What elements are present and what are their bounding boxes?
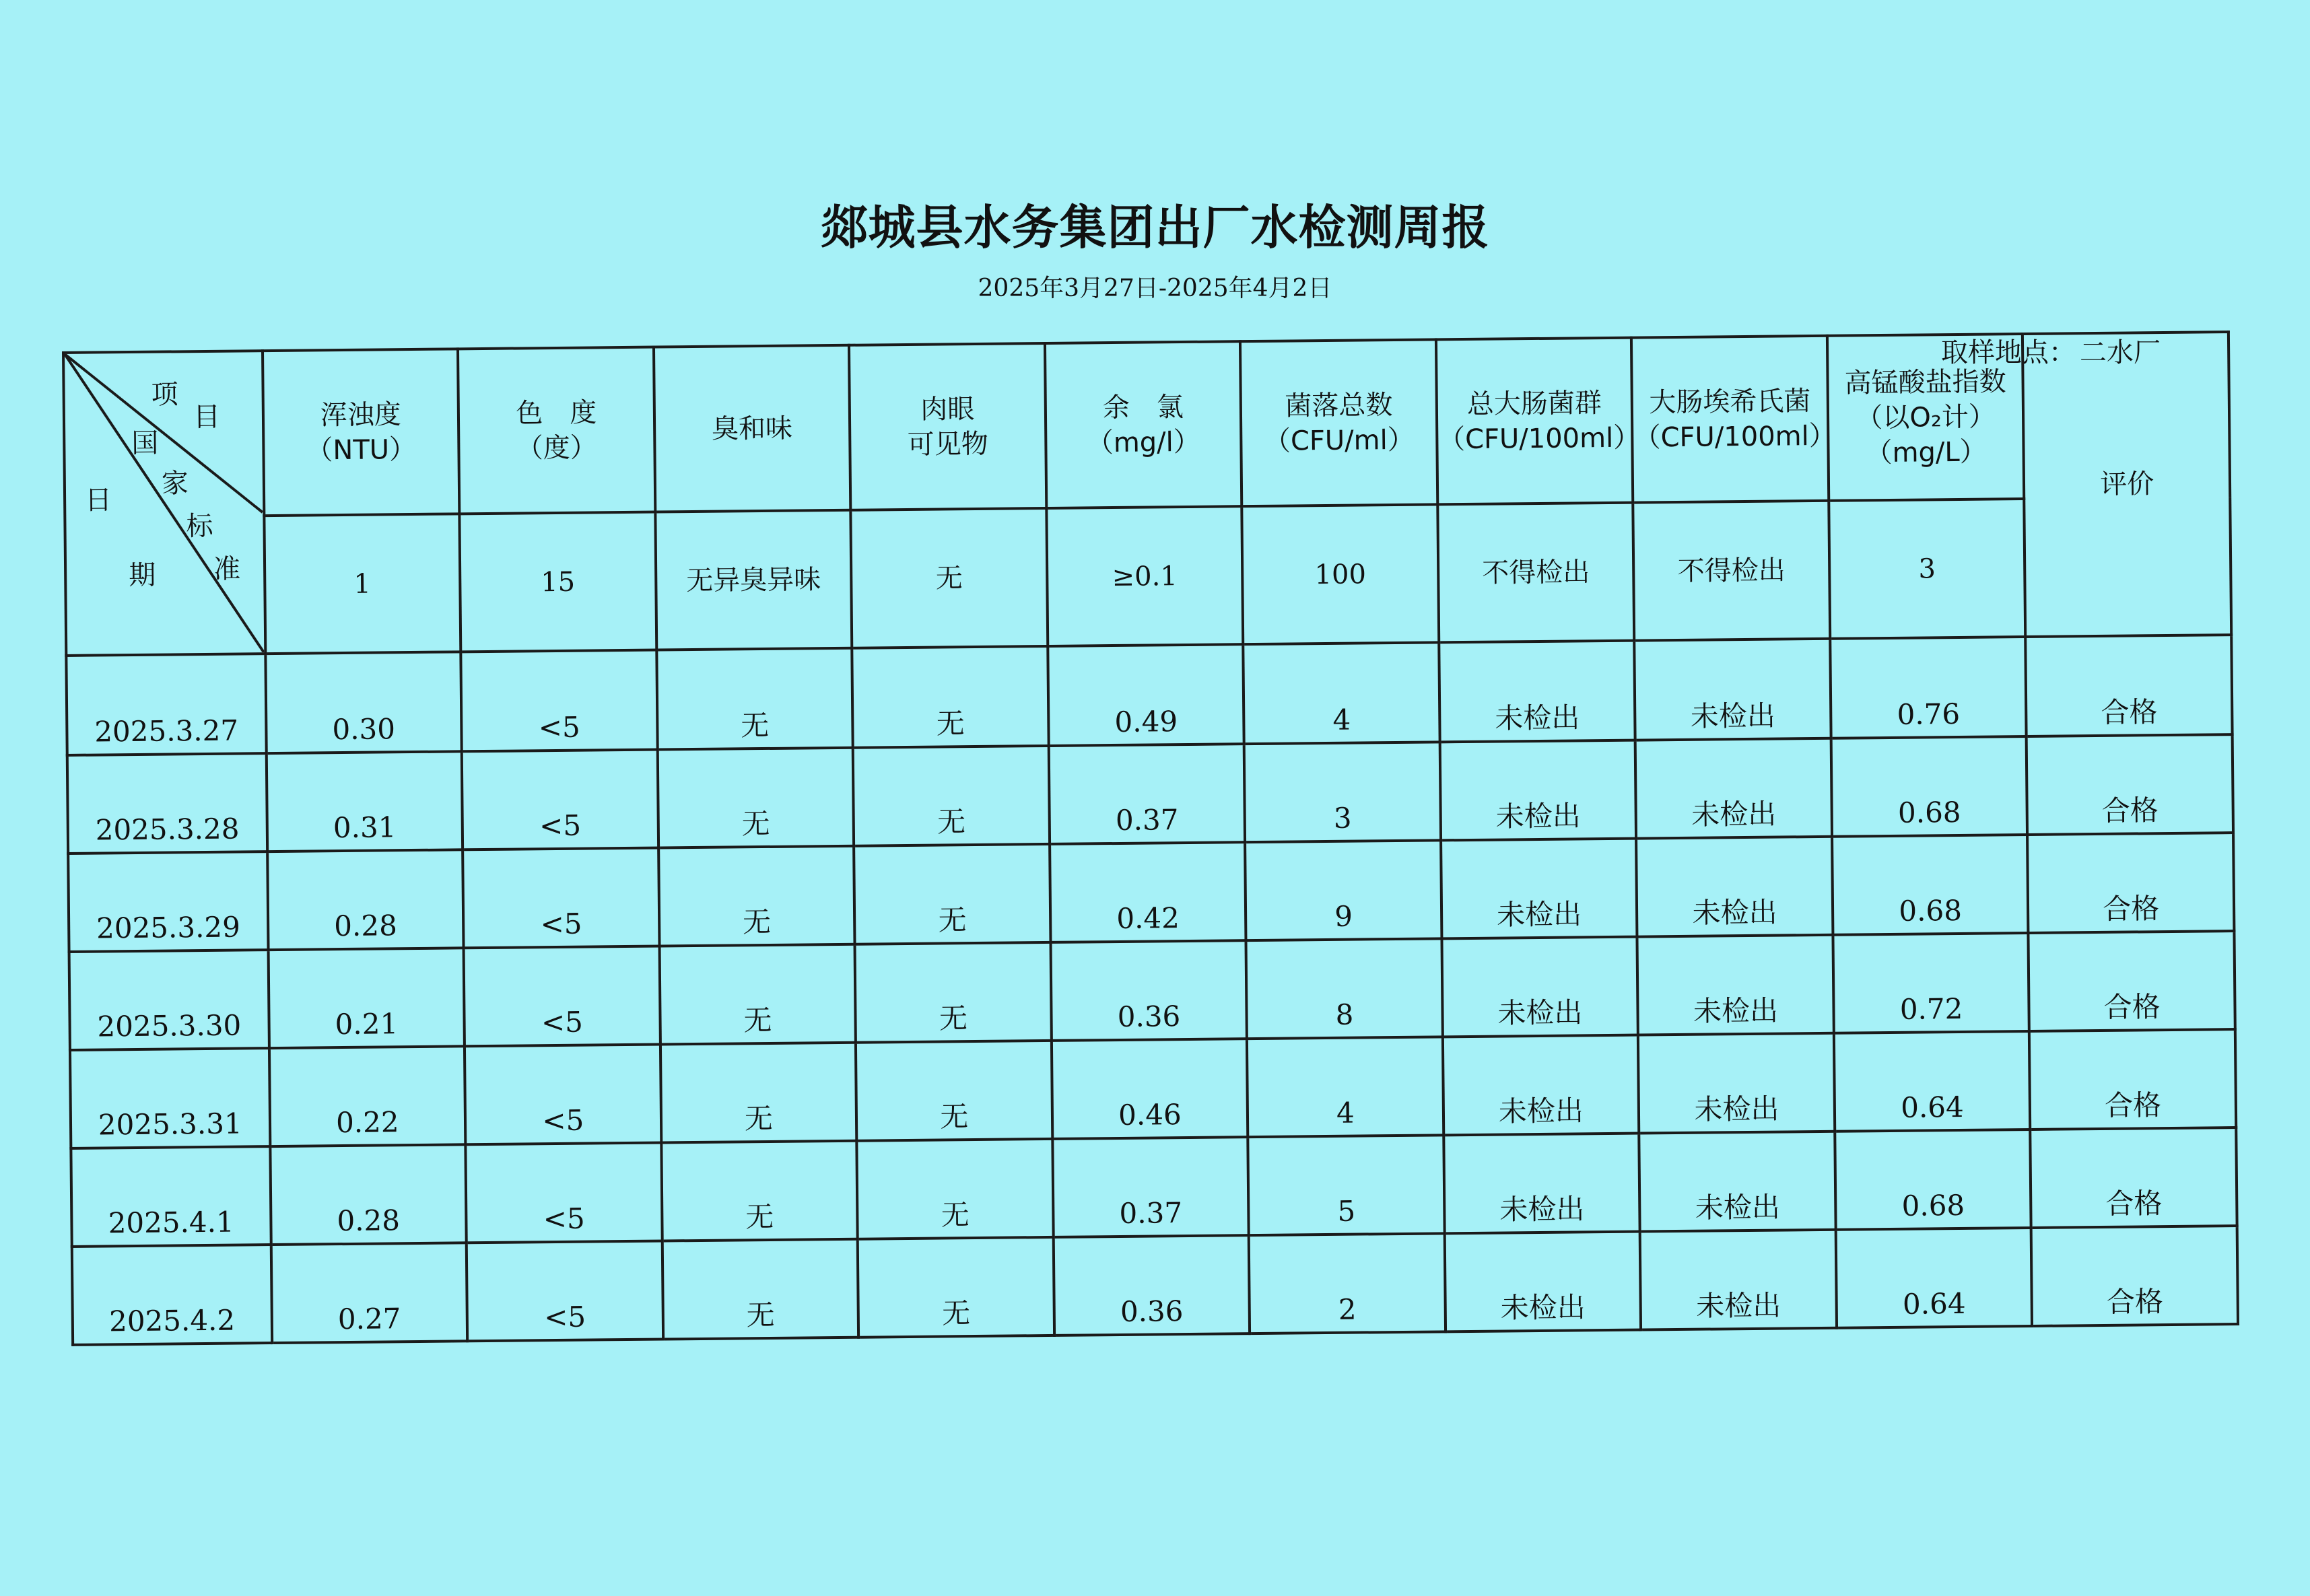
ecoli-cell: 未检出	[1634, 639, 1831, 740]
visible-matter-cell: 无	[853, 746, 1050, 846]
corner-cell	[63, 351, 265, 656]
location-label: 取样地点：	[1941, 337, 2076, 368]
corner-item-char-2: 目	[193, 401, 221, 433]
visible-matter-cell: 无	[856, 1041, 1052, 1141]
date-range: 2025年3月27日-2025年4月2日	[978, 275, 1332, 302]
odor-cell: 无	[659, 944, 856, 1045]
standard-residual-chlorine: ≥0.1	[1046, 506, 1243, 646]
chlorine-cell: 0.46	[1052, 1039, 1248, 1139]
color-cell: <5	[463, 848, 659, 948]
colony-count-cell: 5	[1248, 1135, 1444, 1235]
permanganate-cell: 0.64	[1834, 1031, 2031, 1132]
corner-standard-char-2: 家	[161, 468, 189, 499]
colony-count-cell: 4	[1243, 642, 1439, 744]
permanganate-cell: 0.68	[1835, 1130, 2031, 1230]
header-odor: 臭和味	[654, 345, 851, 512]
standard-turbidity: 1	[264, 514, 461, 654]
chlorine-cell: 0.36	[1053, 1235, 1250, 1335]
location-value: 二水厂	[2080, 337, 2161, 368]
standard-visible-matter: 无	[850, 508, 1047, 648]
header-residual-chlorine: 余 氯 （mg/l）	[1045, 341, 1242, 508]
standard-total-coliform: 不得检出	[1437, 503, 1634, 643]
chlorine-cell: 0.37	[1052, 1137, 1249, 1237]
standard-odor: 无异臭异味	[655, 510, 852, 650]
visible-matter-cell: 无	[852, 646, 1048, 748]
permanganate-cell: 0.76	[1830, 637, 2027, 738]
ecoli-cell: 未检出	[1637, 935, 1834, 1035]
color-cell: <5	[462, 750, 658, 850]
visible-matter-cell: 无	[858, 1237, 1054, 1338]
standard-color: 15	[459, 512, 656, 652]
odor-cell: 无	[661, 1141, 858, 1241]
chlorine-cell: 0.36	[1050, 940, 1247, 1041]
colony-count-cell: 2	[1249, 1233, 1446, 1333]
ecoli-cell: 未检出	[1640, 1230, 1837, 1330]
evaluation-cell: 合格	[2029, 1029, 2236, 1130]
turbidity-cell: 0.28	[267, 849, 464, 950]
turbidity-cell: 0.28	[270, 1144, 467, 1245]
ecoli-cell: 未检出	[1639, 1132, 1836, 1232]
corner-standard-char-3: 标	[186, 510, 213, 543]
standard-colony-count: 100	[1242, 504, 1438, 644]
report-title: 郯城县水务集团出厂水检测周报	[820, 200, 1490, 255]
header-total-coliform: 总大肠菌群 （CFU/100ml）	[1436, 338, 1633, 505]
coliform-cell: 未检出	[1443, 1035, 1639, 1136]
ecoli-cell: 未检出	[1635, 738, 1832, 839]
odor-cell: 无	[660, 1043, 857, 1143]
visible-matter-cell: 无	[856, 1139, 1053, 1239]
corner-date-char-2: 期	[128, 559, 156, 592]
evaluation-cell: 合格	[2031, 1127, 2237, 1228]
chlorine-cell: 0.49	[1048, 644, 1244, 746]
permanganate-cell: 0.64	[1835, 1228, 2032, 1328]
date-cell: 2025.3.29	[68, 852, 268, 952]
coliform-cell: 未检出	[1441, 839, 1637, 939]
date-cell: 2025.3.28	[67, 753, 267, 854]
permanganate-cell: 0.68	[1832, 835, 2029, 935]
odor-cell: 无	[657, 748, 854, 848]
header-color: 色 度 （度）	[458, 347, 655, 514]
colony-count-cell: 4	[1247, 1037, 1443, 1137]
ecoli-cell: 未检出	[1638, 1033, 1835, 1134]
coliform-cell: 未检出	[1444, 1232, 1641, 1332]
date-cell: 2025.4.1	[71, 1146, 271, 1247]
ecoli-cell: 未检出	[1636, 837, 1833, 937]
evaluation-cell: 合格	[2027, 833, 2234, 933]
standards-row	[65, 497, 2231, 656]
evaluation-cell: 合格	[2026, 635, 2233, 736]
evaluation-cell: 合格	[2027, 734, 2233, 835]
turbidity-cell: 0.27	[271, 1243, 467, 1343]
odor-cell: 无	[656, 648, 853, 750]
header-visible-matter: 肉眼 可见物	[849, 343, 1046, 510]
corner-item-char-1: 项	[151, 379, 178, 411]
color-cell: <5	[467, 1241, 663, 1342]
date-cell: 2025.4.2	[72, 1245, 272, 1345]
coliform-cell: 未检出	[1441, 937, 1638, 1037]
standard-ecoli: 不得检出	[1633, 501, 1830, 641]
chlorine-cell: 0.42	[1050, 842, 1246, 942]
header-evaluation: 评价	[2023, 332, 2231, 637]
table-row	[72, 1226, 2238, 1345]
chlorine-cell: 0.37	[1048, 744, 1245, 844]
colony-count-cell: 9	[1245, 840, 1441, 940]
header-turbidity: 浑浊度 （NTU）	[263, 349, 460, 516]
standard-permanganate: 3	[1829, 499, 2025, 639]
corner-standard-char-4: 准	[213, 553, 241, 585]
corner-standard-char-1: 国	[131, 427, 159, 460]
date-cell: 2025.3.30	[69, 950, 269, 1050]
coliform-cell: 未检出	[1439, 740, 1636, 841]
water-quality-table	[62, 331, 2239, 1346]
permanganate-cell: 0.72	[1833, 933, 2029, 1033]
coliform-cell: 未检出	[1443, 1134, 1640, 1234]
visible-matter-cell: 无	[855, 942, 1052, 1043]
odor-cell: 无	[658, 846, 855, 946]
evaluation-cell: 合格	[2031, 1226, 2238, 1326]
color-cell: <5	[461, 650, 657, 752]
header-ecoli: 大肠埃希氏菌 （CFU/100ml）	[1631, 336, 1829, 503]
header-colony-count: 菌落总数 （CFU/ml）	[1240, 339, 1437, 506]
colony-count-cell: 8	[1246, 938, 1443, 1039]
permanganate-cell: 0.68	[1831, 736, 2027, 837]
turbidity-cell: 0.21	[268, 948, 465, 1048]
header-row	[63, 332, 2230, 518]
odor-cell: 无	[662, 1239, 858, 1340]
colony-count-cell: 3	[1244, 742, 1441, 842]
coliform-cell: 未检出	[1439, 641, 1635, 742]
color-cell: <5	[465, 1045, 661, 1145]
evaluation-cell: 合格	[2029, 931, 2235, 1031]
color-cell: <5	[465, 1143, 662, 1243]
corner-date-char-1: 日	[84, 485, 112, 516]
header-permanganate: 高锰酸盐指数 （以O₂计） （mg/L）	[1827, 334, 2025, 501]
color-cell: <5	[464, 946, 660, 1047]
date-cell: 2025.3.31	[70, 1048, 270, 1148]
turbidity-cell: 0.31	[266, 751, 463, 852]
date-cell: 2025.3.27	[66, 654, 266, 755]
turbidity-cell: 0.22	[269, 1046, 465, 1146]
turbidity-cell: 0.30	[265, 652, 462, 753]
visible-matter-cell: 无	[854, 844, 1050, 944]
